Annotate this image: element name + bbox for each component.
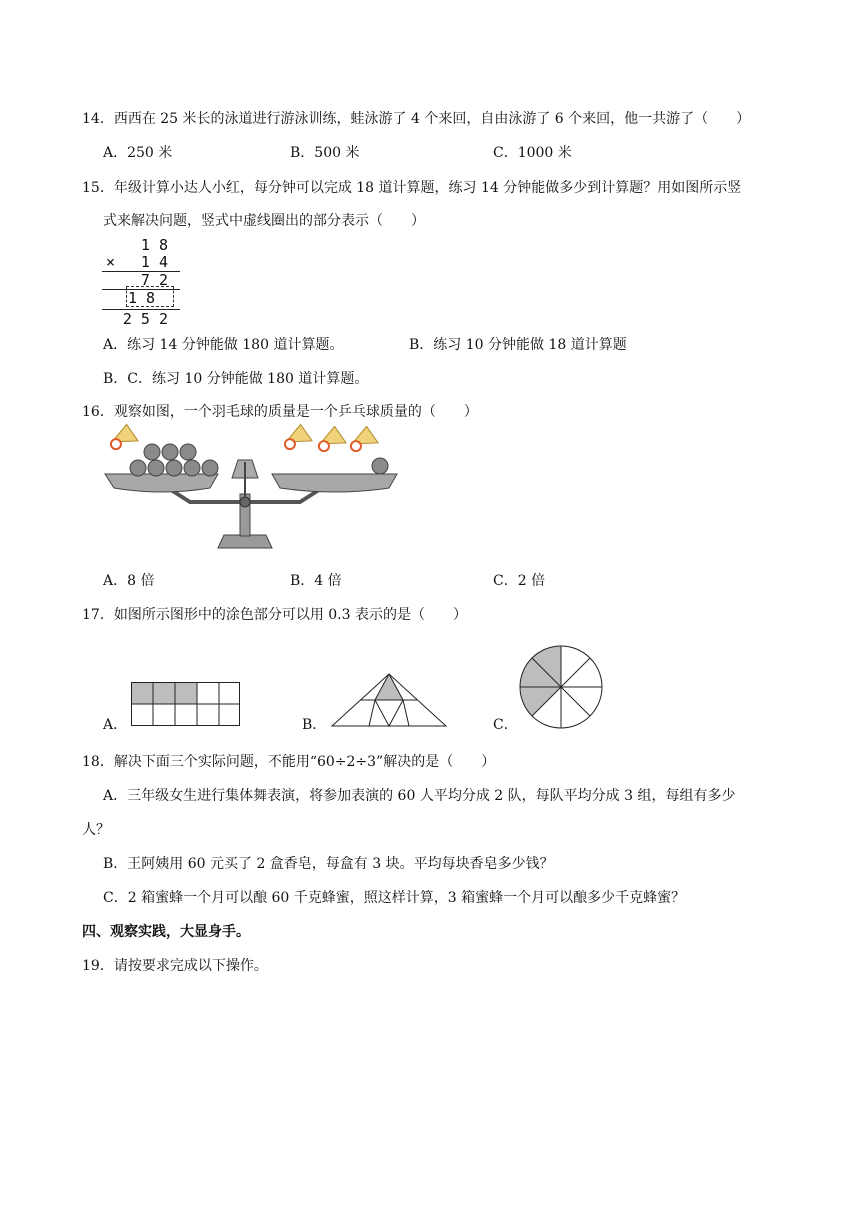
calc-times-sign: × [106, 253, 116, 271]
q16-option-c[interactable]: C．2 倍 [493, 573, 546, 589]
q17-option-a-label[interactable]: A． [103, 717, 128, 733]
q19-stem: 19．请按要求完成以下操作。 [82, 958, 268, 974]
q14-stem: 14．西西在 25 米长的泳道进行游泳训练，蛙泳游了 4 个来回，自由泳游了 6 个来回，他一共游了（ ） [82, 111, 751, 127]
calc-multiplicand: 1 8 [140, 236, 168, 254]
q15-stem-line1: 15．年级计算小达人小红，每分钟可以完成 18 道计算题，练习 14 分钟能做多少到计算题？用如图所示竖 [82, 180, 742, 196]
q18-option-a-line1[interactable]: A．三年级女生进行集体舞表演，将参加表演的 60 人平均分成 2 队，每队平均分成 3 组，每组有多少 [103, 788, 736, 804]
shuttlecock-right-1 [280, 424, 312, 455]
q14-option-a[interactable]: A．250 米 [103, 145, 173, 161]
shuttlecock-right-2 [314, 426, 346, 457]
grid-shaded-cells [131, 682, 197, 704]
right-pan [272, 474, 397, 492]
q16-option-b[interactable]: B．4 倍 [290, 573, 342, 589]
q17-option-b-label[interactable]: B． [302, 717, 327, 733]
ping-pong-balls-left [130, 444, 218, 476]
scale-base [218, 535, 272, 548]
q15-option-c[interactable]: B．C．练习 10 分钟能做 180 道计算题。 [103, 371, 369, 387]
balance-scale-figure [100, 430, 405, 556]
section-4-title: 四、观察实践，大显身手。 [82, 924, 250, 940]
triangle-figure-option-b[interactable] [331, 672, 447, 728]
ping-pong-ball-right [372, 458, 388, 474]
q17-stem: 17．如图所示图形中的涂色部分可以用 0.3 表示的是（ ） [82, 607, 467, 623]
calc-multiplier: 1 4 [140, 253, 168, 271]
calc-dashed-box [126, 286, 174, 307]
q15-option-a[interactable]: A．练习 14 分钟能做 180 道计算题。 [103, 337, 344, 353]
shuttlecock-left [106, 424, 138, 455]
q18-option-a-line2[interactable]: 人？ [82, 822, 110, 838]
q16-stem: 16．观察如图，一个羽毛球的质量是一个乒乓球质量的（ ） [82, 404, 478, 420]
vertical-multiplication [98, 236, 188, 328]
q15-stem-line2: 式来解决问题，竖式中虚线圈出的部分表示（ ） [103, 213, 425, 229]
q17-option-c-label[interactable]: C． [493, 717, 518, 733]
q14-option-c[interactable]: C．1000 米 [493, 145, 572, 161]
scale-pivot [240, 497, 250, 507]
calc-partial-1: 7 2 [140, 271, 168, 289]
q18-stem: 18．解决下面三个实际问题，不能用“60÷2÷3”解决的是（ ） [82, 754, 496, 770]
circle-figure-option-c[interactable] [518, 644, 604, 730]
calc-partial-2: 1 8 [128, 289, 156, 307]
left-pan [105, 474, 218, 492]
shuttlecock-right-3 [346, 426, 378, 457]
q18-option-c[interactable]: C．2 箱蜜蜂一个月可以酿 60 千克蜂蜜，照这样计算，3 箱蜜蜂一个月可以酿多少千克蜂蜜？ [103, 890, 686, 906]
calc-product: 2 5 2 [122, 310, 168, 328]
q18-option-b[interactable]: B．王阿姨用 60 元买了 2 盒香皂，每盒有 3 块。平均每块香皂多少钱？ [103, 856, 554, 872]
grid-figure-option-a[interactable] [131, 682, 241, 726]
q14-option-b[interactable]: B．500 米 [290, 145, 360, 161]
q16-option-a[interactable]: A．8 倍 [103, 573, 155, 589]
q15-option-b[interactable]: B．练习 10 分钟能做 18 道计算题 [409, 337, 627, 353]
triangle-shaded-part [375, 674, 403, 700]
